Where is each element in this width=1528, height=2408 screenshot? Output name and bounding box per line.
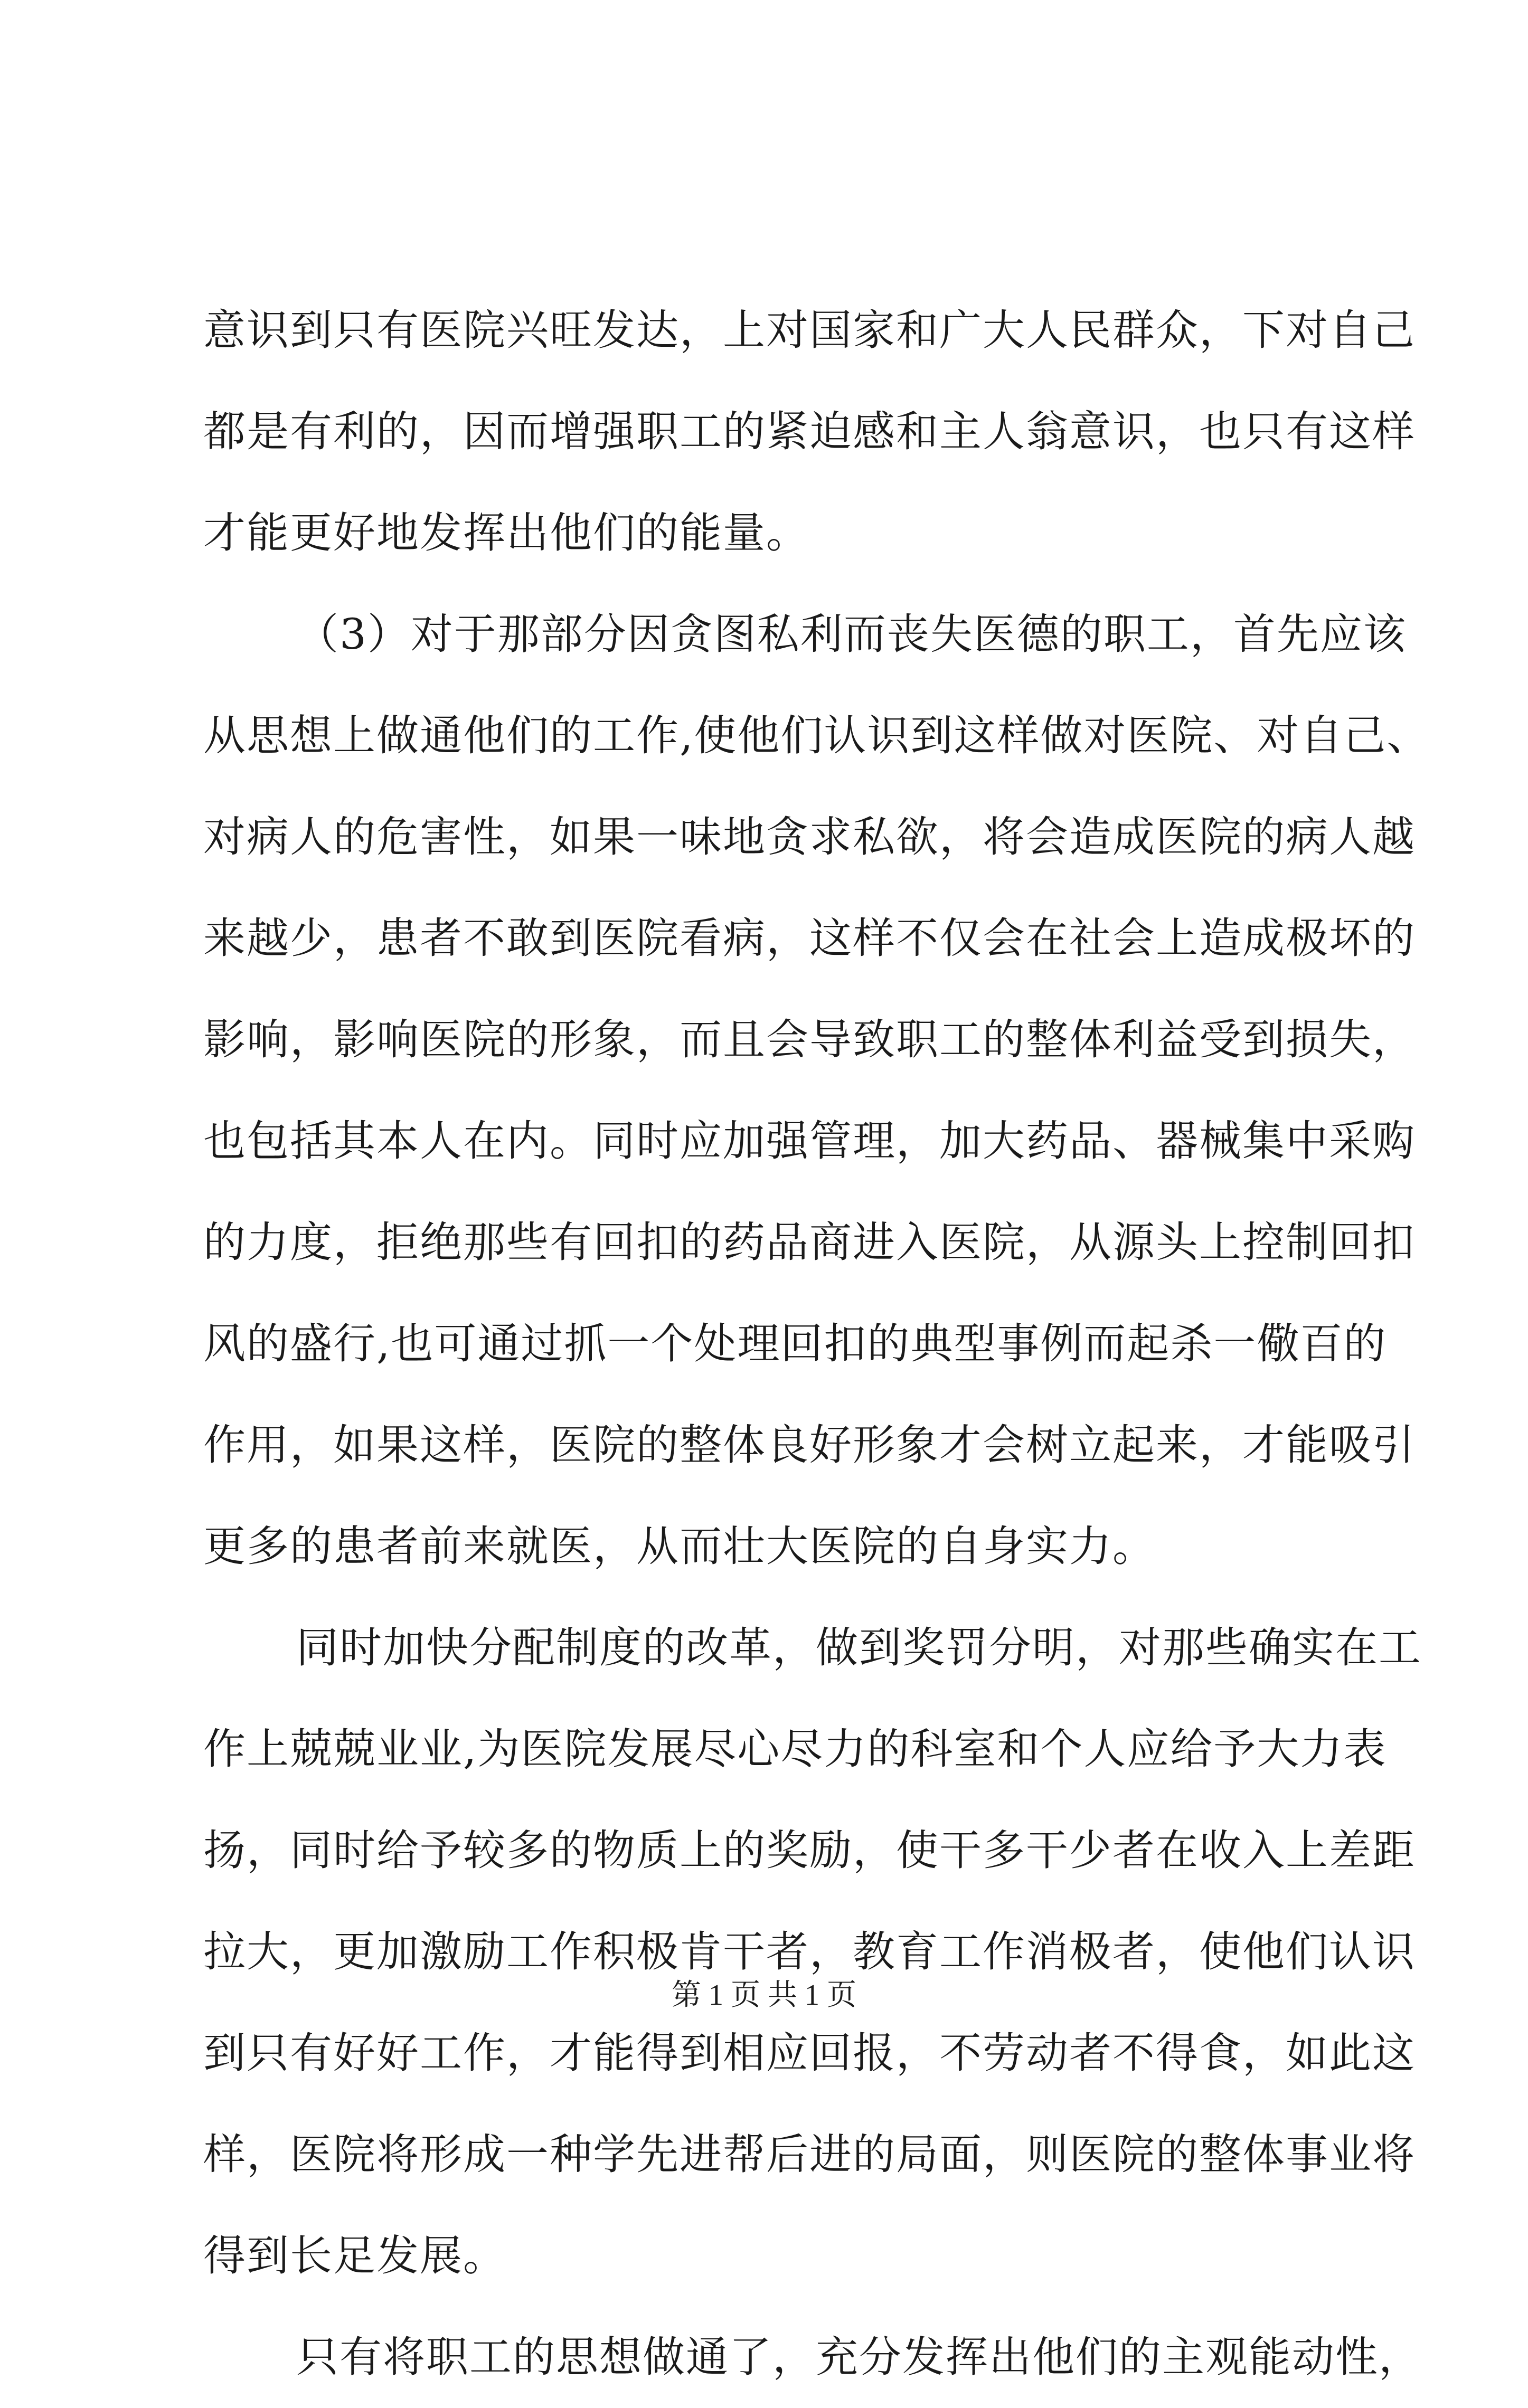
text-line: 拉大，更加激励工作积极肯干者，教育工作消极者，使他们认识 (203, 1927, 1416, 1976)
text-line: 都是有利的，因而增强职工的紧迫感和主人翁意识，也只有这样 (203, 407, 1416, 456)
paragraph (203, 2307, 1422, 2408)
text-line: 风的盛行,也可通过抓一个处理回扣的典型事例而起杀一儆百的 (203, 1319, 1387, 1368)
text-line: 来越少，患者不敢到医院看病，这样不仅会在社会上造成极坏的 (203, 914, 1416, 963)
paragraph (203, 280, 1416, 584)
text-line: 也包括其本人在内。同时应加强管理，加大药品、器械集中采购 (203, 1116, 1416, 1165)
text-line: 作上兢兢业业,为医院发展尽心尽力的科室和个人应给予大力表 (203, 1724, 1387, 1774)
document-body (203, 280, 1430, 2408)
text-line: 影响，影响医院的形象，而且会导致职工的整体利益受到损失， (203, 1015, 1416, 1064)
text-line: 意识到只有医院兴旺发达，上对国家和广大人民群众，下对自己 (203, 306, 1416, 355)
text-line: 到只有好好工作，才能得到相应回报，不劳动者不得食，如此这 (203, 2028, 1416, 2078)
text-line: 作用，如果这样，医院的整体良好形象才会树立起来，才能吸引 (203, 1420, 1416, 1470)
page-number-footer: 第 1 页 共 1 页 (672, 1979, 856, 2012)
text-line: 从思想上做通他们的工作,使他们认识到这样做对医院、对自己、 (203, 711, 1430, 760)
paragraph (203, 584, 1430, 1597)
text-line: 对病人的危害性，如果一味地贪求私欲，将会造成医院的病人越 (203, 812, 1416, 861)
text-line: 样，医院将形成一种学先进帮后进的局面，则医院的整体事业将 (203, 2130, 1416, 2179)
text-line: 得到长足发展。 (203, 2231, 506, 2280)
text-line: 扬，同时给予较多的物质上的奖励，使干多干少者在收入上差距 (203, 1826, 1416, 1875)
paragraph (203, 1597, 1422, 2307)
text-line: 才能更好地发挥出他们的能量。 (203, 508, 809, 557)
text-line: 只有将职工的思想做通了，充分发挥出他们的主观能动性， (296, 2333, 1422, 2382)
text-line: 的力度，拒绝那些有回扣的药品商进入医院，从源头上控制回扣 (203, 1218, 1416, 1267)
text-line: 同时加快分配制度的改革，做到奖罚分明，对那些确实在工 (296, 1623, 1422, 1672)
text-line: 更多的患者前来就医，从而壮大医院的自身实力。 (203, 1522, 1156, 1571)
text-line: （3）对于那部分因贪图私利而丧失医德的职工，首先应该 (296, 610, 1407, 659)
